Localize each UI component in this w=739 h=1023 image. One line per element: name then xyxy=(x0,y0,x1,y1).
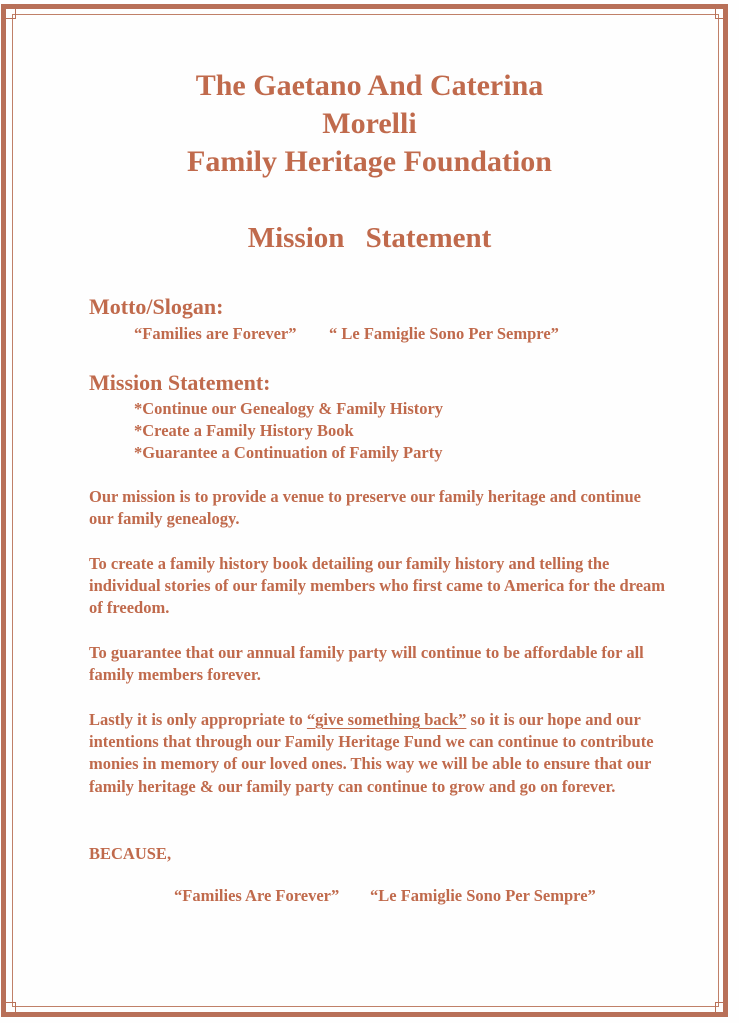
paragraph-history-book: To create a family history book detailing our family history and telling the individual stories of our family members who first came to America for the dream of freedom. xyxy=(89,554,666,618)
title-line-3: Family Heritage Foundation xyxy=(187,145,552,178)
border-corner-bottom-right xyxy=(715,1002,727,1014)
mission-statement-heading: Mission Statement xyxy=(247,222,492,254)
closing-motto-english: “Families Are Forever” xyxy=(174,886,340,905)
give-back-text-start: Lastly it is only appropriate to xyxy=(89,710,307,729)
mission-heading: Mission Statement: xyxy=(89,370,271,395)
border-corner-top-left xyxy=(4,7,16,19)
motto-heading: Motto/Slogan: xyxy=(89,294,224,319)
paragraph-give-back xyxy=(89,709,669,798)
border-corner-top-right xyxy=(715,7,727,19)
give-something-back-phrase: “give something back” xyxy=(306,710,467,729)
paragraph-preserve-heritage: Our mission is to provide a venue to preserve our family heritage and continue our family genealogy. xyxy=(89,487,641,529)
give-back-text-end: so it is our hope and our intentions that through our Family Heritage Fund we can continue to contribute monies in memory of our loved ones. This way we will be able to ensure that our family heritage & our family party can continue to grow and go on forever. xyxy=(89,710,654,796)
closing-motto-italian: “Le Famiglie Sono Per Sempre” xyxy=(370,886,596,905)
mission-bullet-2: *Create a Family History Book xyxy=(134,421,354,440)
because-label: BECAUSE, xyxy=(89,844,172,863)
title-line-2: Morelli xyxy=(322,107,417,140)
title-line-1: The Gaetano And Caterina xyxy=(195,69,544,102)
motto-english: “Families are Forever” xyxy=(134,324,297,343)
paragraph-family-party: To guarantee that our annual family party will continue to be affordable for all family members forever. xyxy=(89,643,644,685)
mission-bullet-1: *Continue our Genealogy & Family History xyxy=(134,399,444,418)
motto-italian: “ Le Famiglie Sono Per Sempre” xyxy=(329,324,559,343)
border-corner-bottom-left xyxy=(4,1002,16,1014)
mission-bullet-3: *Guarantee a Continuation of Family Party xyxy=(134,443,443,462)
